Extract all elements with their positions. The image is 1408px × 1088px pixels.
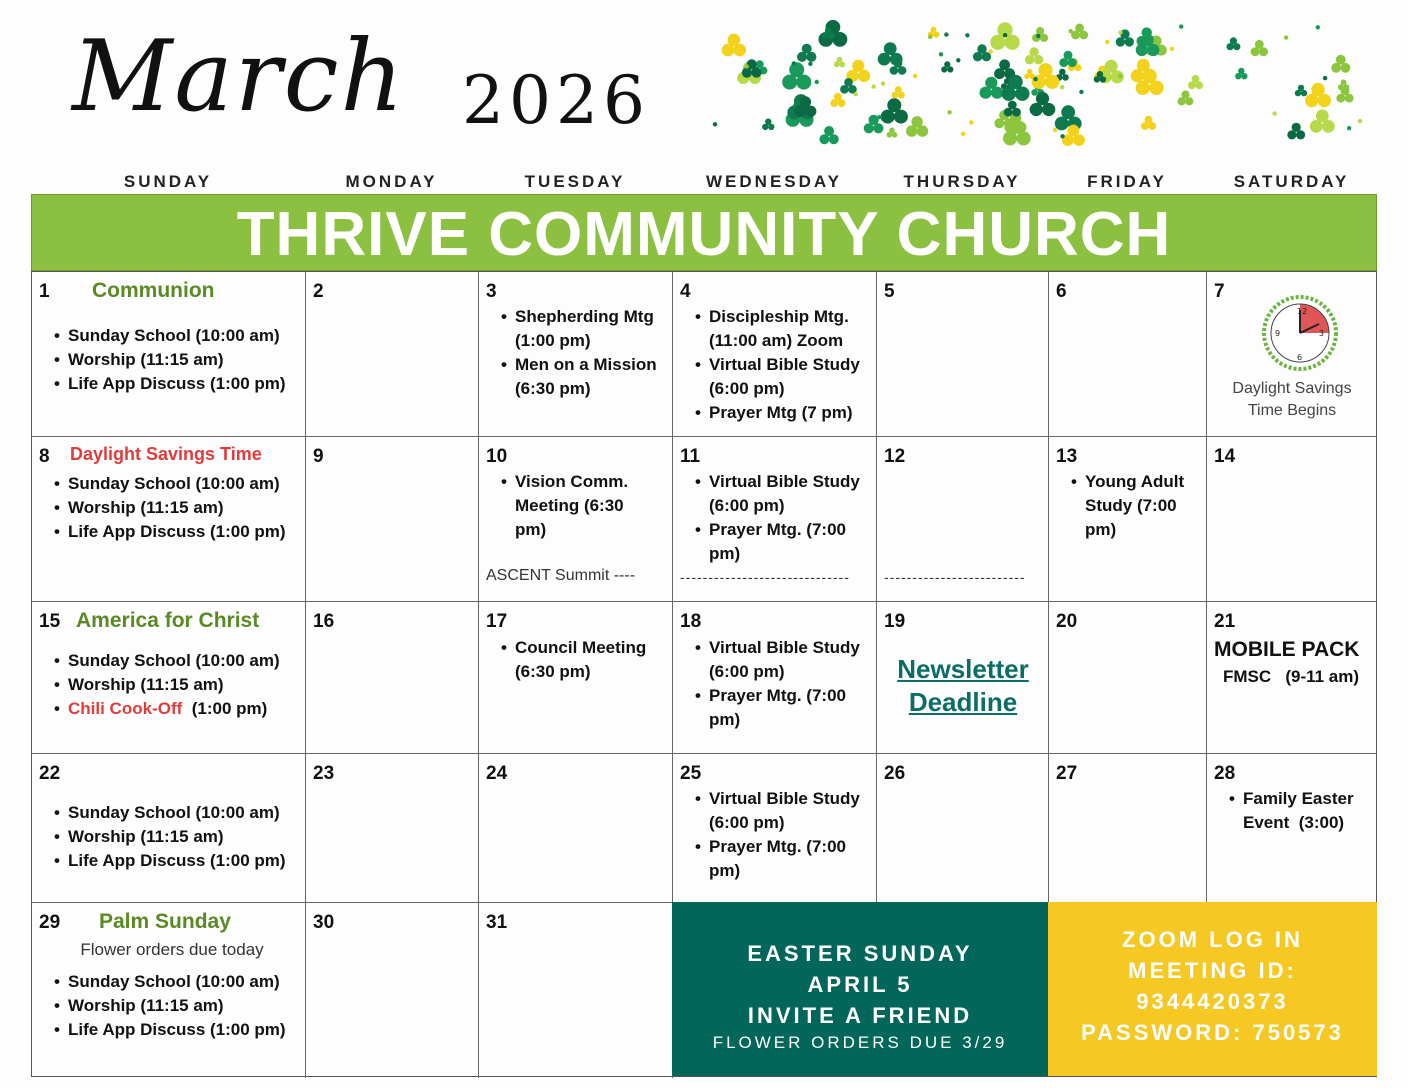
ascent-continuation: ------------------------- [884,569,1026,585]
confetti-dot [1170,47,1174,51]
day-cell-31[interactable] [479,903,673,1078]
shamrock-icon [887,128,898,138]
day-number: 14 [1214,446,1236,467]
confetti-dot [1118,74,1122,78]
shamrock-icon [834,57,845,68]
event-item: • Discipleship Mtg. (11:00 am) Zoom [693,305,875,353]
weekday-wednesday: WEDNESDAY [706,172,842,191]
confetti-dot [713,122,717,126]
day-cell-11[interactable] [673,437,877,602]
confetti-dot [1060,134,1064,138]
event-item-chili [52,697,302,721]
confetti-dot [918,119,922,123]
day-cell-14[interactable] [1207,437,1376,602]
day-number: 8 [39,446,50,467]
shamrock-icon [1235,68,1247,80]
confetti-dot [939,52,943,56]
shamrock-icon [762,119,774,131]
event-item: • Worship (11:15 am) [52,496,302,520]
dst-note: Daylight Savings Time Begins [1232,380,1352,419]
confetti-dot [745,64,749,68]
day-cell-23[interactable] [306,754,479,903]
day-cell-26[interactable] [877,754,1049,903]
confetti-dot [872,84,876,88]
chili-cookoff-label: Chili Cook-Off [68,699,183,718]
day-number: 24 [486,763,508,784]
clock-icon [1261,294,1339,372]
day-title: Daylight Savings Time [70,444,262,464]
event-list [693,470,875,566]
day-title: America for Christ [76,609,260,632]
day-cell-10[interactable] [479,437,673,602]
confetti-dot [1347,126,1351,130]
day-number: 27 [1056,763,1078,784]
event-item: • Worship (11:15 am) [52,673,302,697]
day-number: 29 [39,912,61,933]
day-number: 31 [486,912,508,933]
event-item: • Sunday School (10:00 am) [52,970,302,994]
event-item: • Virtual Bible Study (6:00 pm) [693,353,875,401]
event-item: • Life App Discuss (1:00 pm) [52,372,302,396]
day-number: 2 [313,281,324,302]
day-number: 15 [39,611,61,632]
confetti-dot [1121,35,1125,39]
confetti-dot [1284,35,1288,39]
confetti-dot [989,49,993,53]
weekday-monday: MONDAY [345,172,438,191]
event-list [693,787,875,883]
svg-text:6: 6 [1297,353,1303,362]
confetti-dot [944,32,948,36]
confetti-dot [928,35,932,39]
event-item: • Virtual Bible Study (6:00 pm) [693,470,875,518]
day-number: 13 [1056,446,1078,467]
day-number: 20 [1056,611,1078,632]
day-number: 28 [1214,763,1236,784]
svg-text:3: 3 [1319,329,1325,338]
confetti-dot [1069,29,1073,33]
confetti-dot [1003,33,1007,37]
event-item: • Sunday School (10:00 am) [52,801,302,825]
weekday-tuesday: TUESDAY [524,172,626,191]
shamrock-icon [1295,85,1307,97]
shamrock-icon [819,126,838,144]
day-number: 23 [313,763,335,784]
event-item: • Worship (11:15 am) [52,994,302,1018]
day-cell-5[interactable] [877,272,1049,437]
easter-line-4: FLOWER ORDERS DUE 3/29 [712,1033,1008,1052]
mobile-pack-time: FMSC (9-11 am) [1223,667,1360,686]
day-number: 25 [680,763,702,784]
confetti-dot [1118,30,1122,34]
event-list [52,649,302,721]
event-item: • Sunday School (10:00 am) [52,472,302,496]
shamrock-icon [1310,110,1335,133]
event-list [499,470,649,542]
confetti-dot [1053,128,1057,132]
event-item: • Prayer Mtg. (7:00 pm) [693,835,875,883]
event-list [1227,787,1373,835]
confetti-dot [1036,34,1040,38]
event-item: • Prayer Mtg (7 pm) [693,401,875,425]
shamrock-icon [782,62,811,89]
day-number: 1 [39,281,50,302]
day-cell-22[interactable] [32,754,306,903]
shamrock-icon [906,116,928,137]
day-number: 12 [884,446,906,467]
day-number: 3 [486,281,497,302]
day-number: 17 [486,611,508,632]
zoom-line-1: ZOOM LOG IN [1122,927,1303,952]
chili-cookoff-time: (1:00 pm) [191,699,268,718]
shamrock-icon [1032,63,1060,89]
event-item: • Worship (11:15 am) [52,825,302,849]
event-item: • Life App Discuss (1:00 pm) [52,520,302,544]
event-item: • Shepherding Mtg (1:00 pm) [499,305,671,353]
day-cell-28[interactable] [1207,754,1376,903]
shamrock-icon [1032,27,1048,42]
confetti-dot [961,132,965,136]
confetti-dot [808,62,812,66]
weekday-saturday: SATURDAY [1233,172,1350,191]
day-number: 7 [1214,281,1225,302]
confetti-dot [956,58,960,62]
day-cell-24[interactable] [479,754,673,903]
event-list [693,305,875,425]
event-list [52,324,302,396]
day-cell-19[interactable] [877,602,1049,754]
weekday-friday: FRIDAY [1087,172,1167,191]
shamrock-icon [830,93,845,107]
day-cell-2[interactable] [306,272,479,437]
event-item: • Vision Comm. Meeting (6:30 pm) [499,470,649,542]
zoom-line-2: MEETING ID: [1128,958,1297,983]
event-list [52,472,302,544]
day-cell-7[interactable] [1207,272,1376,437]
day-title: Communion [92,279,215,302]
event-item: • Young Adult Study (7:00 pm) [1069,470,1205,542]
confetti-dot [1060,85,1064,89]
shamrock-icon [1287,123,1305,140]
day-number: 30 [313,912,335,933]
confetti-dot [853,92,857,96]
day-cell-21[interactable] [1207,602,1376,754]
event-list [52,970,302,1042]
mobile-pack-title: MOBILE PACK [1214,638,1360,661]
day-cell-6[interactable] [1049,272,1207,437]
day-cell-1[interactable] [32,272,306,437]
day-title: Palm Sunday [99,910,231,933]
weekday-thursday: THURSDAY [903,172,1021,191]
event-item: • Prayer Mtg. (7:00 pm) [693,684,875,732]
newsletter-deadline-link[interactable]: Newsletter Deadline [897,654,1029,717]
event-item: • Life App Discuss (1:00 pm) [52,849,302,873]
zoom-info [1048,902,1377,1076]
day-cell-17[interactable] [479,602,673,754]
shamrock-icon [881,98,908,123]
event-list [499,636,671,684]
svg-text:12: 12 [1297,307,1308,316]
shamrock-icon [1025,47,1043,64]
day-cell-29[interactable] [32,903,306,1078]
event-list [693,636,875,732]
easter-line-1: EASTER SUNDAY [747,941,973,966]
weekday-sunday: SUNDAY [123,172,213,191]
confetti-dot [1316,25,1320,29]
day-cell-15[interactable] [32,602,306,754]
confetti-dot [1358,119,1362,123]
shamrock-icon [973,44,991,61]
day-cell-25[interactable] [673,754,877,903]
shamrock-icon [980,77,1004,99]
easter-line-2: APRIL 5 [807,972,913,997]
day-cell-12[interactable] [877,437,1049,602]
confetti-dot [965,33,969,37]
shamrock-icon [1141,116,1156,130]
year-title: 2026 [462,62,650,139]
confetti-dot [913,74,917,78]
svg-text:9: 9 [1275,329,1281,338]
confetti-dot [881,81,885,85]
day-cell-16[interactable] [306,602,479,754]
easter-line-3: INVITE A FRIEND [747,1003,973,1028]
shamrock-icon [1071,24,1088,40]
easter-announcement [672,902,1048,1076]
day-number: 19 [884,611,906,632]
day-cell-27[interactable] [1049,754,1207,903]
month-title: March [72,20,406,134]
event-item: • Council Meeting (6:30 pm) [499,636,671,684]
confetti-dot [877,115,881,119]
ascent-summit-note: ASCENT Summit ---- [486,567,636,584]
event-item: • Family Easter Event (3:00) [1227,787,1373,835]
shamrock-icon [892,86,905,98]
confetti-dot [1272,111,1276,115]
shamrock-icon [1178,91,1194,106]
zoom-password[interactable]: PASSWORD: 750573 [1081,1020,1344,1045]
shamrock-icon [1305,83,1331,107]
day-number: 26 [884,763,906,784]
event-item: • Life App Discuss (1:00 pm) [52,1018,302,1042]
shamrock-icon [941,61,953,72]
day-cell-13[interactable] [1049,437,1207,602]
day-number: 4 [680,281,691,302]
confetti-dot [1323,76,1327,80]
day-number: 5 [884,281,895,302]
day-number: 9 [313,446,324,467]
shamrock-icon [1227,37,1241,50]
day-cell-20[interactable] [1049,602,1207,754]
day-number: 22 [39,763,61,784]
event-list [499,305,671,401]
day-cell-30[interactable] [306,903,479,1078]
day-number: 11 [680,446,701,467]
shamrock-icon [1331,55,1350,73]
shamrock-icon [722,34,746,57]
day-cell-8[interactable] [32,437,306,602]
day-cell-18[interactable] [673,602,877,754]
confetti-dot [947,110,951,114]
confetti-dot [1179,24,1183,28]
confetti-dot [792,61,796,65]
event-list [52,801,302,873]
event-list [1069,470,1205,542]
shamrock-icon [1251,40,1268,56]
event-item: • Virtual Bible Study (6:00 pm) [693,636,875,684]
event-item: • Men on a Mission (6:30 pm) [499,353,671,401]
shamrock-icon [1030,92,1056,116]
shamrock-icon [1059,51,1076,67]
event-item: • Worship (11:15 am) [52,348,302,372]
confetti-dot [1105,40,1109,44]
day-number: 10 [486,446,508,467]
day-cell-3[interactable] [479,272,673,437]
confetti-dot [815,80,819,84]
flower-orders-note: Flower orders due today [80,940,264,959]
day-number: 21 [1214,611,1236,632]
zoom-meeting-id[interactable]: 9344420373 [1136,989,1289,1014]
confetti-dot [1033,77,1037,81]
church-banner: THRIVE COMMUNITY CHURCH [31,194,1377,271]
confetti-dot [1079,90,1083,94]
day-number: 18 [680,611,702,632]
event-item: • Virtual Bible Study (6:00 pm) [693,787,875,835]
shamrock-icon [1188,75,1203,89]
day-number: 16 [313,611,335,632]
day-number: 6 [1056,281,1067,302]
event-item: • Sunday School (10:00 am) [52,324,302,348]
day-cell-9[interactable] [306,437,479,602]
event-item: • Prayer Mtg. (7:00 pm) [693,518,875,566]
day-cell-4[interactable] [673,272,877,437]
ascent-continuation: ------------------------------ [680,569,850,585]
shamrock-decoration [708,20,1380,148]
shamrock-icon [797,44,816,62]
confetti-dot [969,120,973,124]
event-item: • Sunday School (10:00 am) [52,649,302,673]
